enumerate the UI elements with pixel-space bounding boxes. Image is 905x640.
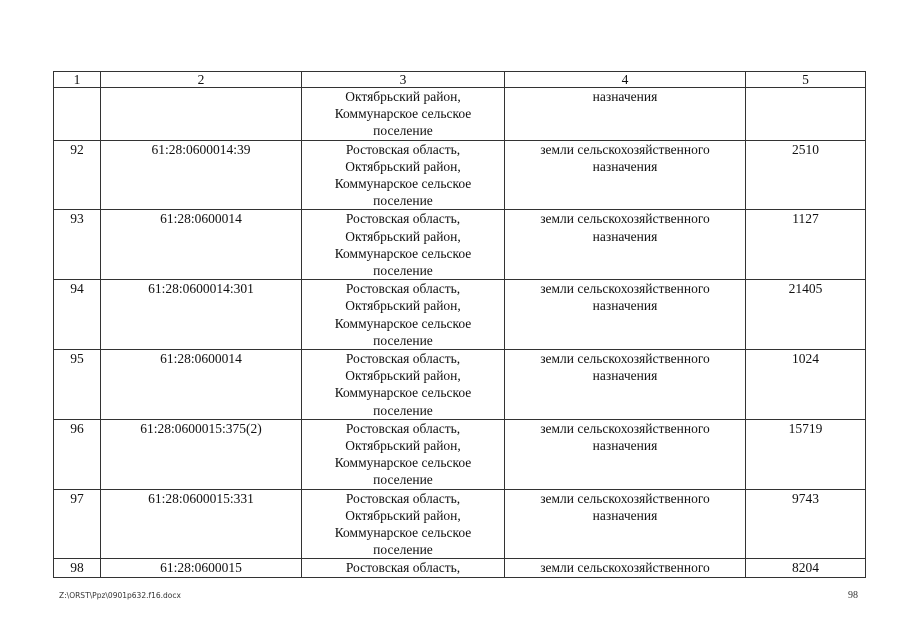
land-category-cell <box>505 419 746 489</box>
area-cell <box>746 419 866 489</box>
cell-text: Ростовская область, Октябрьский район, Коммунарское сельское поселение <box>334 211 472 279</box>
table-row <box>54 559 866 578</box>
area-cell <box>746 559 866 578</box>
table-row <box>54 489 866 559</box>
row-number-cell <box>54 140 101 210</box>
cadastral-number-cell <box>101 210 302 280</box>
cell-text: 1127 <box>792 211 819 227</box>
land-category-cell <box>505 88 746 141</box>
cell-text: земли сельскохозяйственного назначения <box>540 281 710 314</box>
cell-text: 94 <box>70 281 84 297</box>
cell-text: 61:28:0600014:39 <box>151 141 251 157</box>
cell-text: 97 <box>70 490 84 506</box>
table-row <box>54 210 866 280</box>
cadastral-number-cell <box>101 419 302 489</box>
cell-text: Ростовская область, Октябрьский район, Коммунарское сельское поселение <box>334 281 472 348</box>
cell-text: 9743 <box>792 490 819 506</box>
cell-text: 61:28:0600015:375(2) <box>140 420 262 436</box>
footer-page-number: 98 <box>848 590 858 601</box>
area-cell <box>746 350 866 420</box>
row-number-cell <box>54 559 101 578</box>
header-cell: 4 <box>505 72 746 88</box>
cell-text: Ростовская область, <box>345 560 461 576</box>
land-category-cell <box>505 140 746 210</box>
location-cell <box>302 489 505 559</box>
header-cell: 5 <box>746 72 866 88</box>
row-number-cell <box>54 419 101 489</box>
land-category-cell <box>505 559 746 578</box>
table-row <box>54 280 866 350</box>
cell-text: 61:28:0600014 <box>160 211 242 227</box>
cell-text: 61:28:0600015 <box>160 560 242 576</box>
location-cell <box>302 559 505 578</box>
cell-text: 2510 <box>792 141 819 157</box>
cell-text: земли сельскохозяйственного <box>540 560 710 576</box>
table-header-row <box>54 72 866 88</box>
cadastral-number-cell <box>101 88 302 141</box>
land-category-cell <box>505 489 746 559</box>
area-cell <box>746 280 866 350</box>
area-cell <box>746 88 866 141</box>
cell-text: Ростовская область, Октябрьский район, Коммунарское сельское поселение <box>334 141 472 209</box>
cadastral-number-cell <box>101 489 302 559</box>
header-cell: 3 <box>302 72 505 88</box>
cell-text: Ростовская область, Октябрьский район, Коммунарское сельское поселение <box>334 420 472 488</box>
table-row <box>54 419 866 489</box>
table-body <box>54 72 866 578</box>
cell-text: 92 <box>70 141 84 157</box>
land-category-cell <box>505 210 746 280</box>
row-number-cell <box>54 88 101 141</box>
cell-text: 8204 <box>792 560 819 576</box>
cell-text: 61:28:0600014:301 <box>148 281 254 297</box>
cell-text: 61:28:0600015:331 <box>148 490 254 506</box>
cell-text: земли сельскохозяйственного назначения <box>540 420 710 454</box>
cadastral-number-cell <box>101 559 302 578</box>
table-row <box>54 140 866 210</box>
footer-file-path: Z:\ORST\Ppz\0901p632.f16.docx <box>59 591 181 600</box>
cell-text: Октябрьский район, Коммунарское сельское поселение <box>334 89 472 139</box>
area-cell <box>746 140 866 210</box>
cadastral-number-cell <box>101 350 302 420</box>
cell-text: Ростовская область, Октябрьский район, Коммунарское сельское поселение <box>334 490 472 558</box>
row-number-cell <box>54 280 101 350</box>
cell-text: 95 <box>70 351 84 367</box>
table-row <box>54 350 866 420</box>
land-plots-table <box>53 71 866 578</box>
area-cell <box>746 489 866 559</box>
land-category-cell <box>505 280 746 350</box>
land-category-cell <box>505 350 746 420</box>
location-cell <box>302 140 505 210</box>
header-cell: 2 <box>101 72 302 88</box>
cell-text: 15719 <box>788 420 823 436</box>
row-number-cell <box>54 210 101 280</box>
location-cell <box>302 210 505 280</box>
cell-text: земли сельскохозяйственного назначения <box>540 490 710 523</box>
cell-text: назначения <box>592 89 658 104</box>
cell-text: земли сельскохозяйственного назначения <box>540 141 710 174</box>
location-cell <box>302 88 505 141</box>
location-cell <box>302 280 505 350</box>
cadastral-number-cell <box>101 280 302 350</box>
cell-text: земли сельскохозяйственного назначения <box>540 351 710 384</box>
cell-text: земли сельскохозяйственного назначения <box>540 211 710 244</box>
cell-text: 98 <box>70 560 84 576</box>
cell-text: 93 <box>70 211 84 227</box>
table-row <box>54 88 866 141</box>
cadastral-number-cell <box>101 140 302 210</box>
cell-text: 1024 <box>792 351 819 367</box>
cell-text: 61:28:0600014 <box>160 351 242 367</box>
row-number-cell <box>54 350 101 420</box>
cell-text: 96 <box>70 420 84 436</box>
area-cell <box>746 210 866 280</box>
location-cell <box>302 350 505 420</box>
cell-text: Ростовская область, Октябрьский район, Коммунарское сельское поселение <box>334 351 472 418</box>
row-number-cell <box>54 489 101 559</box>
header-cell: 1 <box>54 72 101 88</box>
cell-text: 21405 <box>788 281 823 297</box>
location-cell <box>302 419 505 489</box>
